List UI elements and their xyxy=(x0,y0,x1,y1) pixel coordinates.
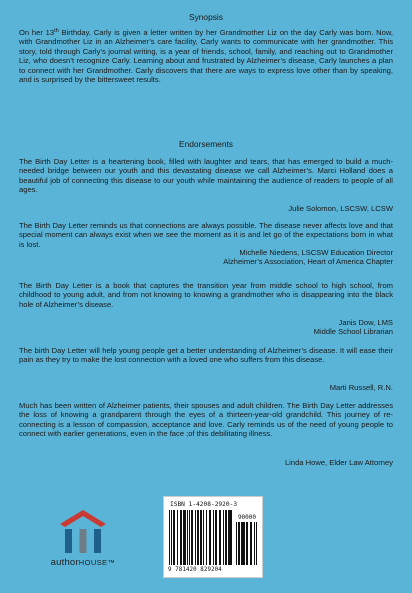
barcode-bar xyxy=(225,510,227,565)
attribution-line: Middle School Librarian xyxy=(313,327,393,337)
barcode-bar xyxy=(197,510,199,565)
endorsement-attribution xyxy=(19,204,393,213)
barcode-bar xyxy=(223,510,224,565)
barcode-bar xyxy=(246,522,248,565)
endorsement-text: The birth Day Letter will help young people get a better understanding of Alzheimer’s disease. It will ease their pain as they try to make the lost connection with a loved one who suffers from this disease. xyxy=(19,346,393,365)
endorsement-text: Much has been written of Alzheimer patients, their spouses and adult children. The Birth Day Letter addresses the loss of knowing a grandparent through the eyes of a thirteen-year-old grandchild. This journey of re-connecting is a lesson of compassion, acceptance and love. Carly reminds us of the need of young people to connect with earlier generations, even in the face ;of this debilitating illness. xyxy=(19,401,393,439)
isbn-barcode xyxy=(163,496,263,578)
barcode-bar xyxy=(180,510,182,565)
barcode-bar xyxy=(209,510,211,565)
publisher-name: authorHOUSE™ xyxy=(50,557,116,568)
attribution-line: Michelle Niedens, LSCSW Education Director xyxy=(239,248,393,257)
barcode-bar xyxy=(171,510,173,565)
logo-roof-icon xyxy=(60,510,106,527)
barcode-bar xyxy=(189,510,191,565)
barcode-bar xyxy=(195,510,196,565)
endorsement-text: The Birth Day Letter is a book that captures the transition year from middle school to high school, from childhood to young adult, and from not knowing to knowing a grandmother who is disappearing into the black hole of Alzheimer’s disease. xyxy=(19,281,393,309)
barcode-bar xyxy=(173,510,175,565)
barcode-bar xyxy=(228,510,230,565)
attribution-line: Janis Dow, LMS xyxy=(338,318,393,327)
barcode-bar xyxy=(219,510,221,565)
barcode-bar xyxy=(206,510,208,565)
barcode-bar xyxy=(215,510,217,565)
barcode-bar xyxy=(236,522,237,565)
barcode-bar xyxy=(183,510,185,565)
synopsis-paragraph xyxy=(19,28,393,84)
endorsement-text: The Birth Day Letter is a heartening book, filled with laughter and tears, that has emerged to build a much-needed bridge between our youth and this devastating disease we call Alzheimer’s. Marci Holland does a beautiful job of connecting this disease to our youth while maintaining the audience of readers to people of all ages. xyxy=(19,157,393,195)
logo-wall-left xyxy=(65,529,72,553)
price-code: 90000 xyxy=(237,514,256,521)
endorsement-attribution xyxy=(19,248,393,267)
endorsement-attribution xyxy=(19,458,393,467)
attribution-line: Julie Solomon, LSCSW, LCSW xyxy=(288,204,393,213)
barcode-bar xyxy=(250,522,252,565)
barcode-bar xyxy=(191,510,193,565)
endorsements-heading: Endorsements xyxy=(179,139,233,149)
logo-wall-right xyxy=(94,529,101,553)
synopsis-heading: Synopsis xyxy=(189,12,223,22)
logo-wall-mid xyxy=(80,529,87,553)
barcode-bars-addon xyxy=(236,522,259,565)
barcode-bar xyxy=(241,522,243,565)
barcode-bar xyxy=(238,522,240,565)
barcode-bar xyxy=(213,510,214,565)
barcode-bar xyxy=(200,510,202,565)
barcode-bar xyxy=(177,510,178,565)
barcode-bars-main xyxy=(169,510,233,565)
endorsement-text: The Birth Day Letter reminds us that connections are always possible. The disease never affects love and that special moment can always exist when we see the moment as it is and let go of the expectations born in what is lost. xyxy=(19,221,393,249)
attribution-line: Linda Howe, Elder Law Attorney xyxy=(284,458,393,467)
isbn-number: ISBN 1-4208-2920-3 xyxy=(170,501,238,508)
attribution-line: Marti Russell, R.N. xyxy=(329,383,393,392)
barcode-bar xyxy=(256,522,258,565)
endorsement-attribution xyxy=(19,383,393,392)
ean-digits: 9 781420 829204 xyxy=(168,567,222,573)
synopsis-start: On her 13 xyxy=(19,28,55,37)
attribution-line: Alzheimer’s Association, Heart of America Chapter xyxy=(223,257,393,267)
synopsis-rest: Birthday, Carly is given a letter written by her Grandmother Liz on the day Carly was born. Now, with Grandmother Liz in an Alzheimer’s care facility, Carly wants to communicate with her grandmother. This story, told through Carly’s journal writing, is a year of friends, school, family, and reaching out to Grandmother Liz, who doesn’t recognize Carly. Learning about and frustrated by Alzheimer’s disease, Carly launches a plan to connect with her Grandmother. Carly discovers that there are ways to express love other than by speaking, and is surprised by the bittersweet results. xyxy=(19,28,394,85)
synopsis-superscript: th xyxy=(54,28,59,34)
endorsement-attribution xyxy=(19,318,393,337)
barcode-bar xyxy=(231,510,232,565)
barcode-bar xyxy=(203,510,204,565)
